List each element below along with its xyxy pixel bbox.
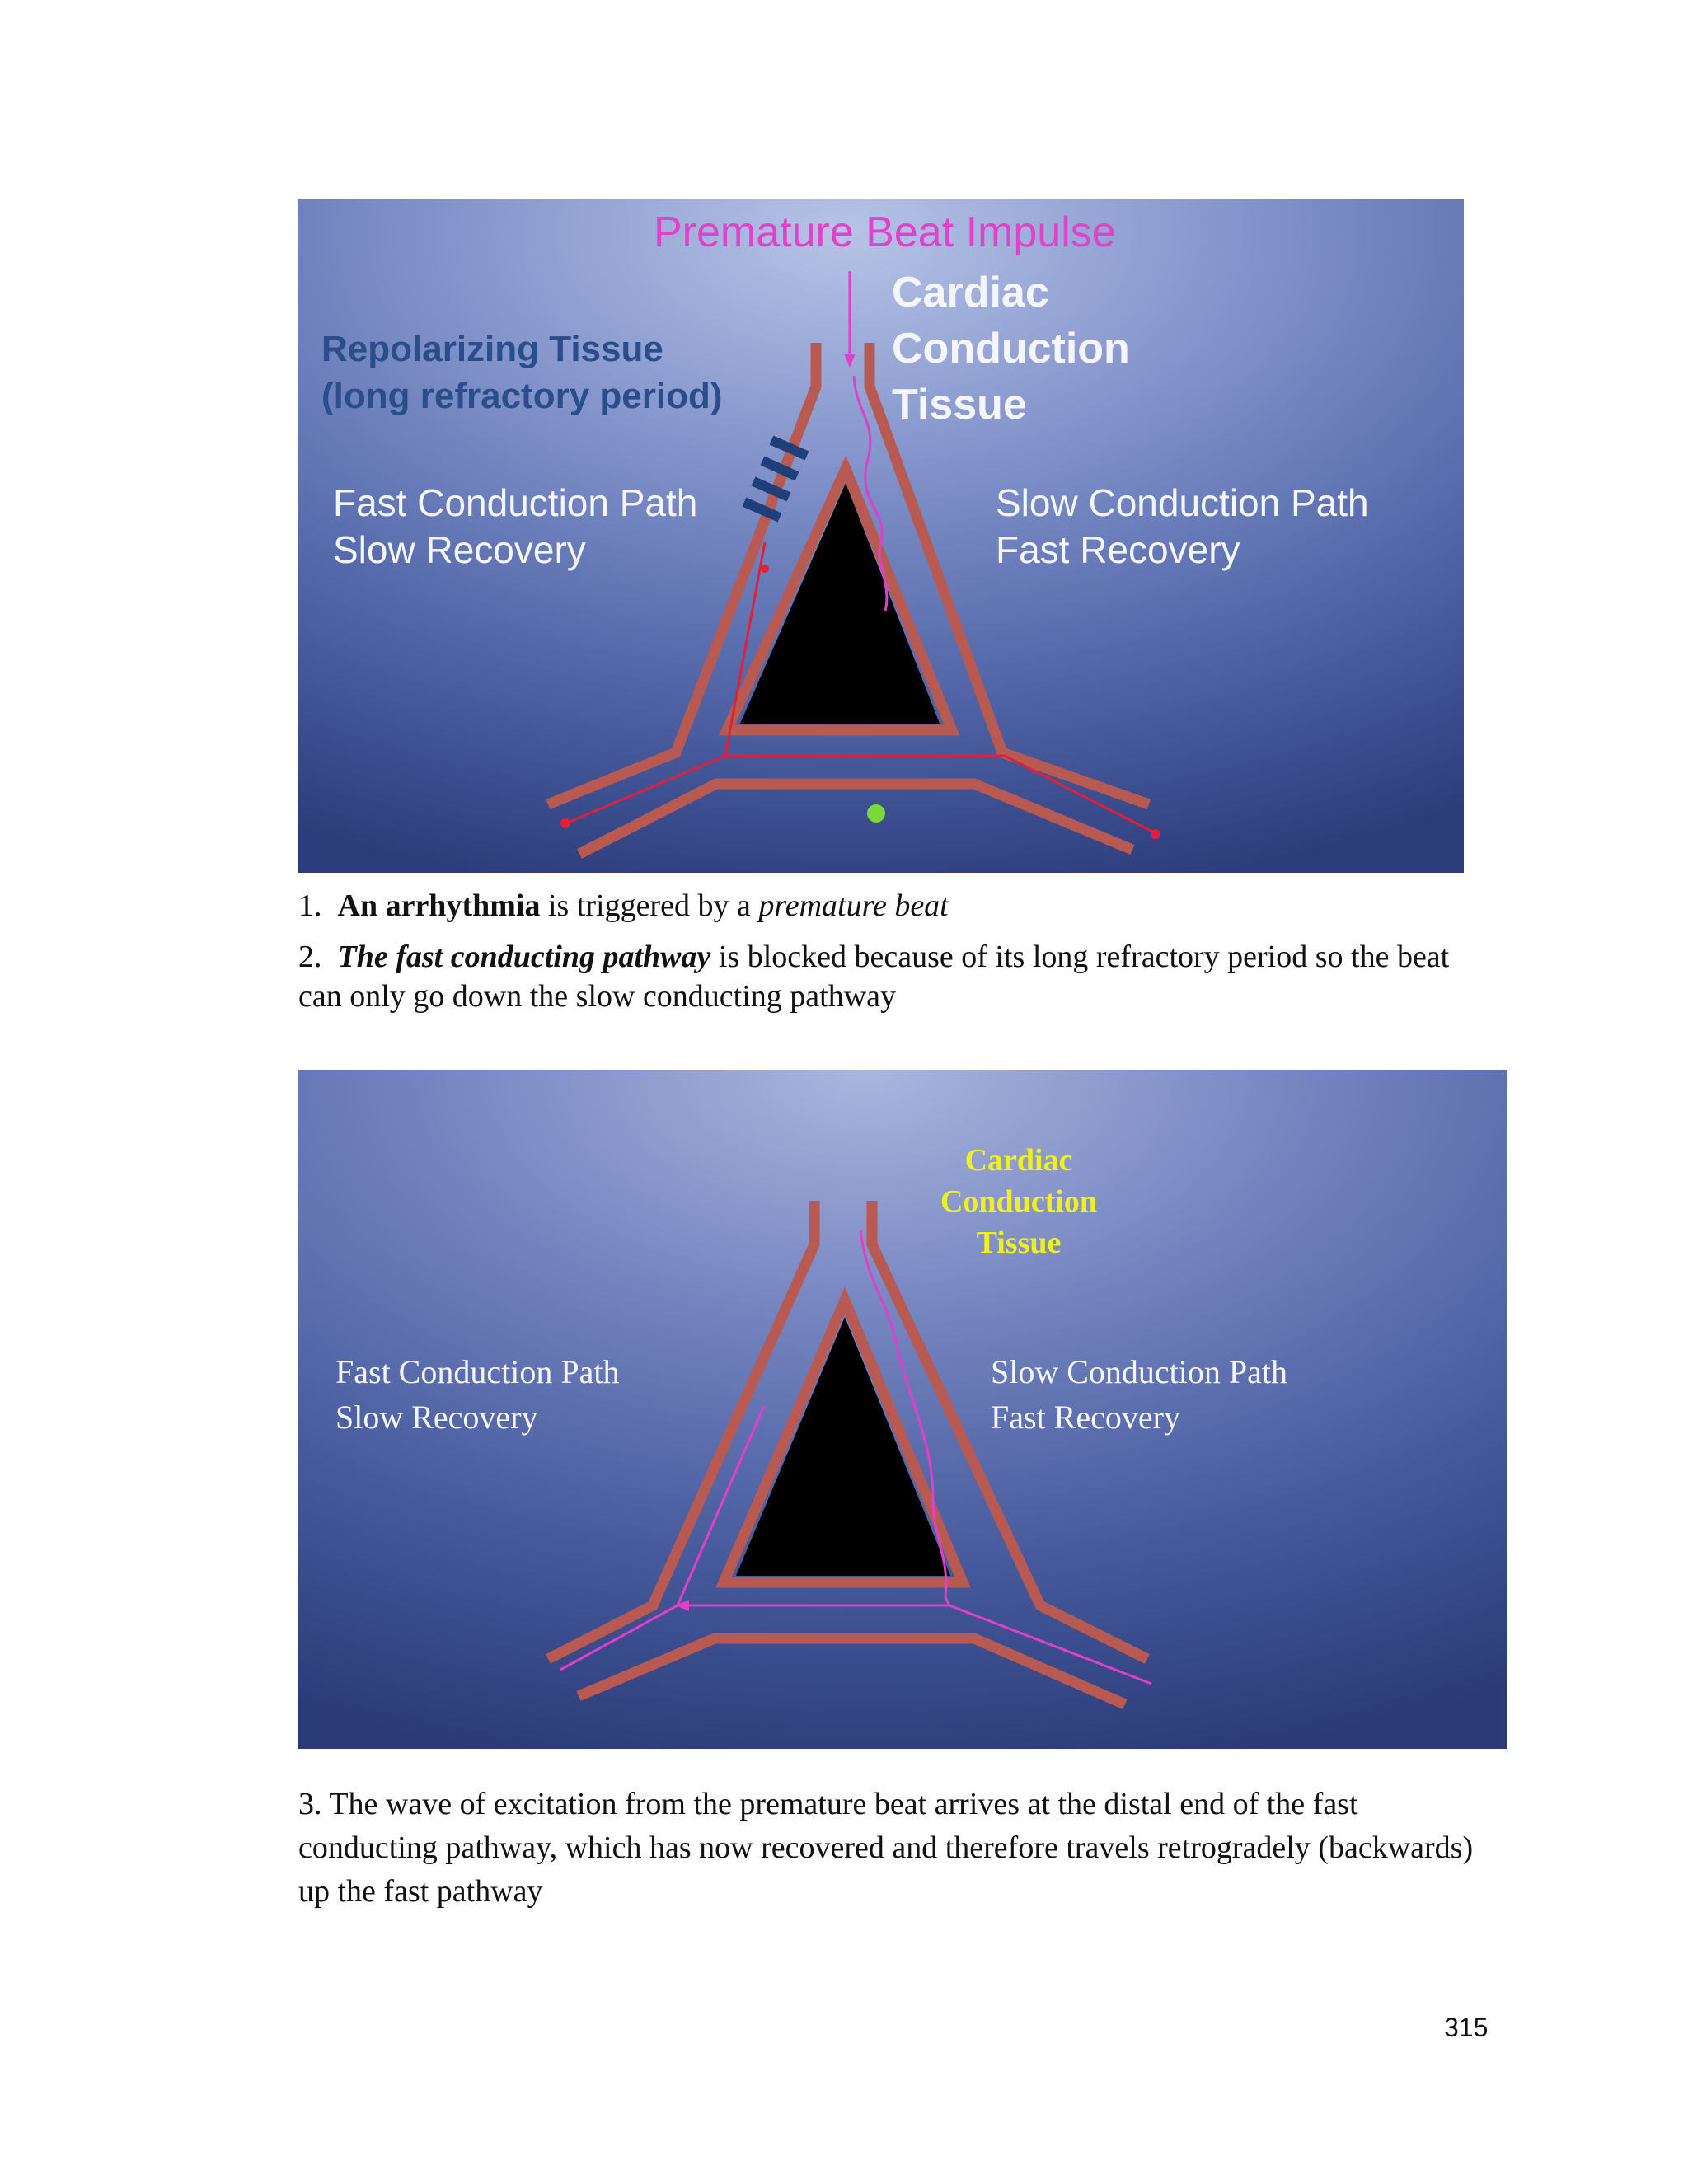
svg-text:Fast Conduction Path: Fast Conduction Path bbox=[335, 1353, 620, 1390]
svg-text:Slow Recovery: Slow Recovery bbox=[333, 528, 586, 571]
figure-1-diagram bbox=[298, 199, 1464, 873]
step-3-text: 3. The wave of excitation from the premature beat arrives at the distal end of the fast conducting pathway, which has now recovered and therefore travels retrogradely (backwards) up the fast pathway bbox=[298, 1787, 1474, 1909]
figure-2-diagram bbox=[298, 1070, 1507, 1749]
page-number: 315 bbox=[1444, 2013, 1489, 2042]
signal-arrowhead-right bbox=[1151, 829, 1160, 839]
svg-text:Slow Conduction Path: Slow Conduction Path bbox=[996, 481, 1369, 524]
svg-text:Conduction: Conduction bbox=[940, 1184, 1098, 1219]
signal-dot bbox=[761, 565, 769, 573]
svg-text:Fast Recovery: Fast Recovery bbox=[996, 528, 1240, 571]
svg-text:Repolarizing Tissue: Repolarizing Tissue bbox=[321, 329, 663, 369]
svg-text:Conduction: Conduction bbox=[892, 325, 1130, 373]
svg-text:Fast Recovery: Fast Recovery bbox=[991, 1399, 1180, 1436]
svg-text:(long refractory period): (long refractory period) bbox=[321, 376, 723, 416]
step-1-text: 1. An arrhythmia is triggered by a premature beat bbox=[298, 888, 949, 923]
svg-text:Fast Conduction Path: Fast Conduction Path bbox=[333, 481, 698, 524]
premature-beat-label: Premature Beat Impulse bbox=[654, 209, 1116, 256]
svg-text:Tissue: Tissue bbox=[892, 381, 1027, 429]
svg-text:Cardiac: Cardiac bbox=[892, 269, 1049, 316]
svg-text:Cardiac: Cardiac bbox=[964, 1143, 1073, 1178]
svg-text:Tissue: Tissue bbox=[976, 1226, 1062, 1260]
figure-retrograde-conduction bbox=[298, 1070, 1507, 1749]
svg-text:Slow Recovery: Slow Recovery bbox=[335, 1399, 538, 1436]
step-2-text: 2. The fast conducting pathway is blocked because of its long refractory period so the beat can only go down the slow conducting pathway bbox=[298, 940, 1450, 1014]
green-node bbox=[867, 804, 885, 823]
svg-text:Slow Conduction Path: Slow Conduction Path bbox=[991, 1353, 1288, 1390]
figure-premature-beat bbox=[298, 199, 1464, 873]
signal-arrowhead-left bbox=[560, 818, 570, 828]
